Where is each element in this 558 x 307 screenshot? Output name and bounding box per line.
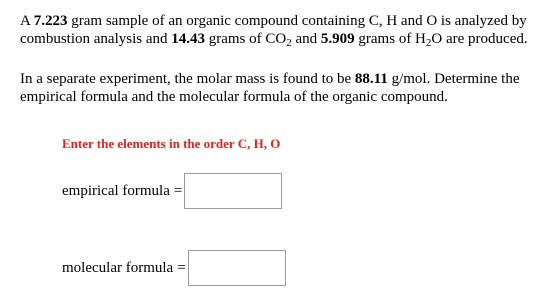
empirical-formula-row [62, 173, 282, 209]
molecular-formula-label: molecular formula [62, 259, 174, 276]
molar-mass-value: 88.11 [354, 71, 388, 87]
question-text: and [291, 31, 321, 47]
question-text: grams of H [354, 31, 426, 47]
question-paragraph-2 [20, 70, 545, 106]
equals-sign: = [177, 259, 186, 276]
question-text: A [20, 13, 34, 29]
question-paragraph-1 [20, 12, 545, 48]
empirical-formula-label: empirical formula [62, 182, 170, 199]
sample-mass-value: 7.223 [33, 13, 68, 29]
question-text: In a separate experiment, the molar mass is found to be [20, 71, 355, 87]
element-order-instruction: Enter the elements in the order C, H, O [62, 136, 281, 151]
empirical-formula-input[interactable] [184, 173, 282, 209]
co2-subscript: 2 [286, 37, 292, 49]
co2-mass-value: 14.43 [171, 31, 205, 47]
question-text: g/mol. Determine the empirical formula and the molecular formula of the organic compound. [20, 71, 520, 105]
equals-sign: = [173, 182, 183, 199]
question-text: gram sample of an organic compound containing C, H and O is analyzed by combustion analysis and [20, 13, 527, 47]
molecular-formula-row [62, 250, 286, 286]
molecular-formula-input[interactable] [188, 250, 286, 286]
question-text: grams of CO [204, 31, 287, 47]
h2o-subscript: 2 [425, 37, 432, 49]
h2o-mass-value: 5.909 [320, 31, 355, 47]
question-text: O are produced. [431, 31, 528, 47]
